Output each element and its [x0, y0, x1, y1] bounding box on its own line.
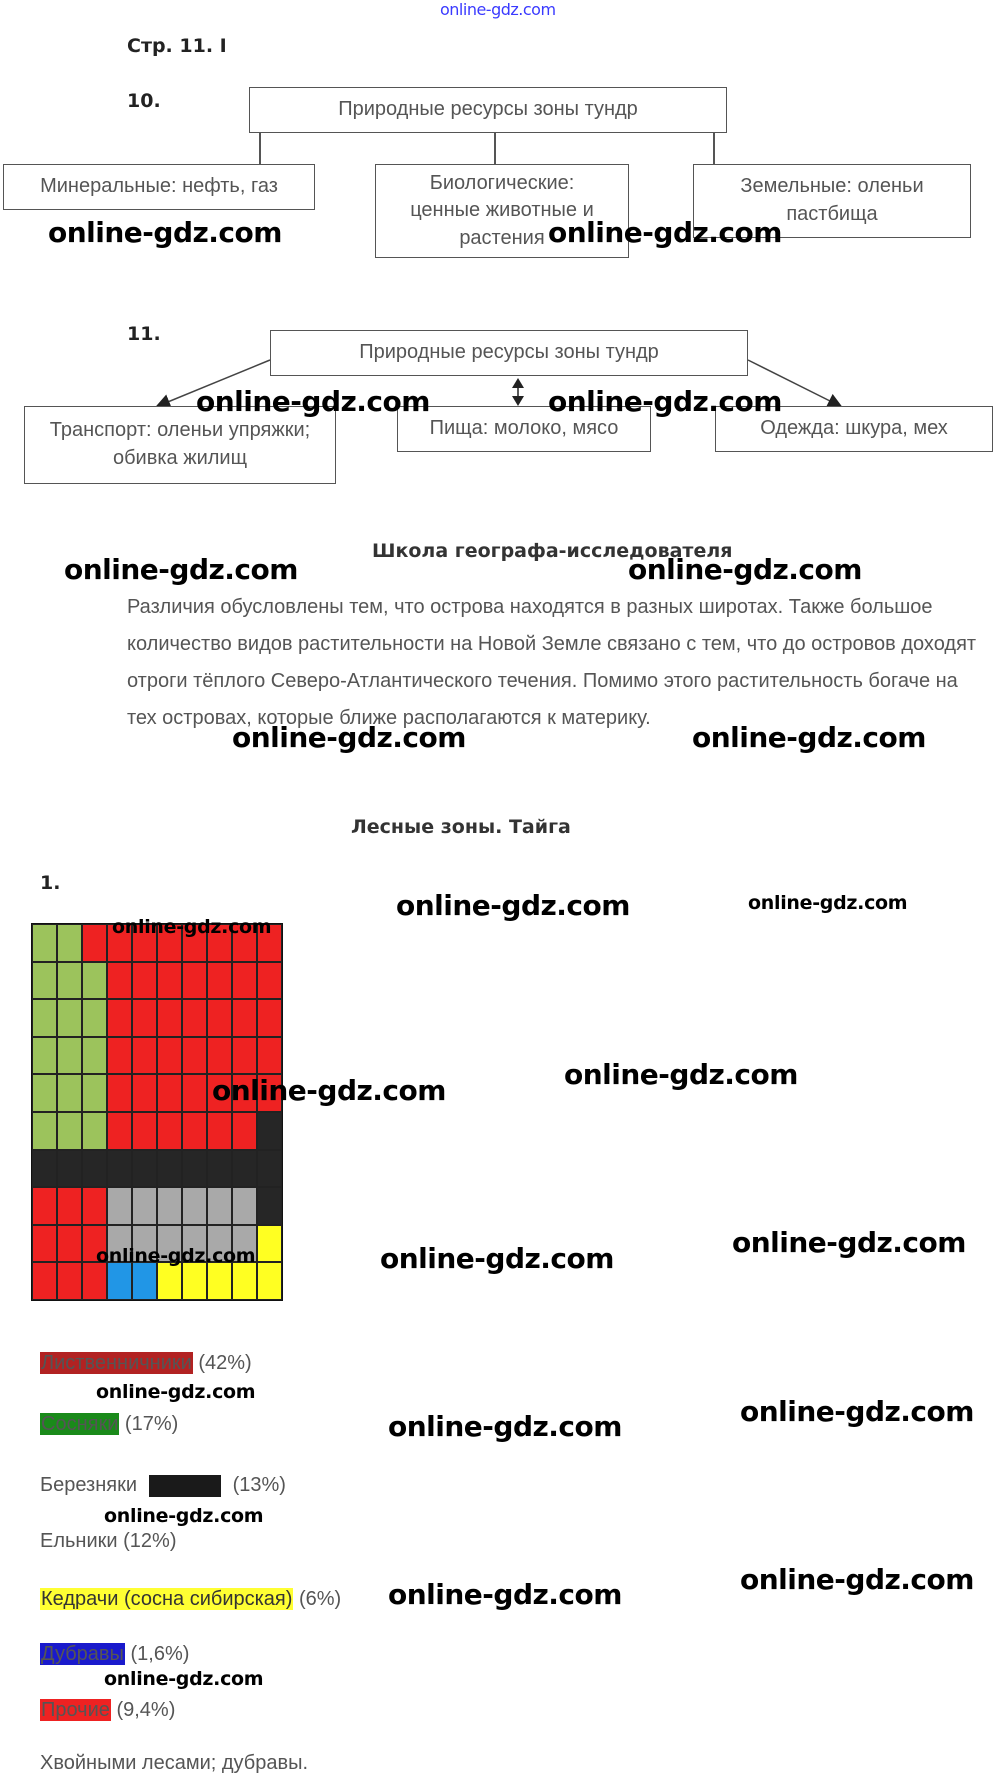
- legend-percent: (6%): [293, 1588, 342, 1610]
- grid-cell: [57, 1074, 82, 1112]
- grid-cell: [182, 999, 207, 1037]
- grid-cell: [257, 1187, 282, 1225]
- legend-percent: (9,4%): [110, 1699, 176, 1721]
- grid-cell: [32, 1150, 57, 1188]
- grid-cell: [57, 924, 82, 962]
- grid-cell: [132, 1150, 157, 1188]
- grid-cell: [182, 1112, 207, 1150]
- grid-cell: [82, 1262, 107, 1300]
- grid-cell: [182, 1150, 207, 1188]
- grid-cell: [107, 1150, 132, 1188]
- grid-cell: [132, 1037, 157, 1075]
- grid-cell: [107, 1187, 132, 1225]
- task11-food-box: Пища: молоко, мясо: [397, 406, 651, 452]
- legend-label: Березняки: [40, 1474, 138, 1496]
- watermark: online-gdz.com: [628, 553, 862, 586]
- grid-cell: [132, 1262, 157, 1300]
- watermark: online-gdz.com: [232, 721, 466, 754]
- grid-cell: [132, 999, 157, 1037]
- legend-label: Прочие: [41, 1699, 110, 1721]
- grid-cell: [57, 999, 82, 1037]
- grid-cell: [157, 1262, 182, 1300]
- watermark: online-gdz.com: [740, 1563, 974, 1596]
- grid-cell: [82, 962, 107, 1000]
- legend-label: Лиственничники: [41, 1352, 192, 1374]
- grid-cell: [232, 1187, 257, 1225]
- grid-cell: [257, 1150, 282, 1188]
- watermark: online-gdz.com: [692, 721, 926, 754]
- legend-label: Сосняки: [41, 1413, 119, 1435]
- grid-cell: [57, 1037, 82, 1075]
- watermark: online-gdz.com: [104, 1668, 264, 1690]
- grid-cell: [232, 1262, 257, 1300]
- grid-cell: [32, 1187, 57, 1225]
- task11-transport-box: Транспорт: оленьи упряжки; обивка жилищ: [24, 406, 336, 484]
- grid-cell: [257, 1225, 282, 1263]
- grid-cell: [157, 1037, 182, 1075]
- watermark: online-gdz.com: [748, 892, 908, 914]
- task10-land-box: Земельные: оленьи пастбища: [693, 164, 971, 238]
- grid-cell: [182, 1262, 207, 1300]
- grid-cell: [57, 1112, 82, 1150]
- grid-cell: [32, 999, 57, 1037]
- grid-cell: [57, 1262, 82, 1300]
- grid-cell: [82, 1112, 107, 1150]
- watermark: online-gdz.com: [396, 889, 630, 922]
- grid-cell: [232, 962, 257, 1000]
- grid-cell: [32, 1037, 57, 1075]
- grid-cell: [257, 999, 282, 1037]
- forest-task-number: 1.: [40, 872, 61, 894]
- grid-cell: [157, 1112, 182, 1150]
- task10-number: 10.: [127, 90, 161, 112]
- page-label: Стр. 11. I: [127, 35, 227, 57]
- legend-percent: (17%): [119, 1413, 179, 1435]
- watermark: online-gdz.com: [548, 385, 782, 418]
- grid-cell: [82, 1187, 107, 1225]
- task11-clothing-box: Одежда: шкура, мех: [715, 406, 993, 452]
- grid-cell: [32, 924, 57, 962]
- grid-cell: [82, 1074, 107, 1112]
- grid-cell: [207, 1187, 232, 1225]
- grid-cell: [257, 1037, 282, 1075]
- grid-cell: [232, 1112, 257, 1150]
- grid-cell: [107, 999, 132, 1037]
- legend-label: Кедрачи (сосна сибирская): [41, 1588, 293, 1610]
- grid-cell: [232, 1150, 257, 1188]
- task11-number: 11.: [127, 323, 161, 345]
- grid-cell: [207, 1150, 232, 1188]
- legend-item: [40, 1413, 178, 1436]
- top-watermark: online-gdz.com: [440, 0, 556, 19]
- grid-cell: [107, 1112, 132, 1150]
- watermark: online-gdz.com: [96, 1381, 256, 1403]
- grid-cell: [57, 962, 82, 1000]
- task11-root-box: Природные ресурсы зоны тундр: [270, 330, 748, 376]
- watermark: online-gdz.com: [564, 1058, 798, 1091]
- grid-cell: [257, 962, 282, 1000]
- grid-cell: [132, 1112, 157, 1150]
- grid-cell: [82, 924, 107, 962]
- legend-label: Ельники: [40, 1530, 118, 1552]
- watermark: online-gdz.com: [196, 385, 430, 418]
- watermark: online-gdz.com: [48, 216, 282, 249]
- school-title: Школа географа-исследователя: [372, 540, 733, 562]
- grid-cell: [182, 962, 207, 1000]
- watermark: online-gdz.com: [112, 916, 272, 938]
- forest-title: Лесные зоны. Тайга: [351, 816, 571, 838]
- legend-percent: (1,6%): [124, 1643, 190, 1665]
- grid-cell: [82, 1150, 107, 1188]
- grid-cell: [107, 962, 132, 1000]
- watermark: online-gdz.com: [388, 1578, 622, 1611]
- grid-cell: [157, 1074, 182, 1112]
- grid-cell: [207, 1037, 232, 1075]
- legend-percent: (12%): [117, 1530, 177, 1552]
- grid-cell: [207, 962, 232, 1000]
- grid-cell: [257, 1112, 282, 1150]
- grid-cell: [57, 1187, 82, 1225]
- task10-biological-box: Биологические: ценные животные и растения: [375, 164, 629, 258]
- task10-root-box: Природные ресурсы зоны тундр: [249, 87, 727, 133]
- grid-cell: [32, 1262, 57, 1300]
- grid-cell: [82, 1037, 107, 1075]
- legend-label: Дубравы: [41, 1643, 124, 1665]
- legend-swatch: [149, 1475, 221, 1497]
- grid-cell: [232, 1037, 257, 1075]
- grid-cell: [57, 1225, 82, 1263]
- grid-cell: [207, 1112, 232, 1150]
- legend-item: [40, 1474, 286, 1497]
- grid-cell: [157, 1150, 182, 1188]
- grid-cell: [107, 1074, 132, 1112]
- legend-item: [40, 1588, 341, 1611]
- legend-item: [40, 1352, 252, 1375]
- grid-cell: [182, 1187, 207, 1225]
- grid-cell: [32, 1225, 57, 1263]
- answer-text: Хвойными лесами; дубравы.: [40, 1752, 309, 1774]
- watermark: online-gdz.com: [104, 1505, 264, 1527]
- grid-cell: [107, 1037, 132, 1075]
- watermark: online-gdz.com: [740, 1395, 974, 1428]
- grid-cell: [182, 1074, 207, 1112]
- grid-cell: [157, 1187, 182, 1225]
- grid-cell: [132, 1074, 157, 1112]
- legend-percent: (13%): [227, 1474, 286, 1496]
- watermark: online-gdz.com: [64, 553, 298, 586]
- grid-cell: [157, 999, 182, 1037]
- watermark: online-gdz.com: [548, 216, 782, 249]
- school-paragraph: Различия обусловлены тем, что острова находятся в разных широтах. Также большое количество видов растительности на Новой Земле связано с тем, что до островов доходят отроги тёплого Северо-Атлантического течения. Помимо этого растительность богаче на тех островах, которые ближе располагаются к материку.: [127, 596, 977, 729]
- watermark: online-gdz.com: [96, 1245, 256, 1267]
- grid-cell: [57, 1150, 82, 1188]
- grid-cell: [32, 1112, 57, 1150]
- watermark: online-gdz.com: [212, 1074, 446, 1107]
- legend-item: [40, 1530, 176, 1553]
- watermark: online-gdz.com: [732, 1226, 966, 1259]
- legend-item: [40, 1643, 189, 1666]
- grid-cell: [132, 1187, 157, 1225]
- grid-cell: [182, 1037, 207, 1075]
- grid-cell: [232, 999, 257, 1037]
- grid-cell: [32, 1074, 57, 1112]
- grid-cell: [157, 962, 182, 1000]
- grid-cell: [207, 999, 232, 1037]
- grid-cell: [257, 1262, 282, 1300]
- grid-cell: [107, 1262, 132, 1300]
- grid-cell: [207, 1262, 232, 1300]
- legend-item: [40, 1699, 175, 1722]
- grid-cell: [82, 999, 107, 1037]
- grid-cell: [132, 962, 157, 1000]
- legend-percent: (42%): [192, 1352, 252, 1374]
- task10-mineral-box: Минеральные: нефть, газ: [3, 164, 315, 210]
- watermark: online-gdz.com: [388, 1410, 622, 1443]
- grid-cell: [32, 962, 57, 1000]
- watermark: online-gdz.com: [380, 1242, 614, 1275]
